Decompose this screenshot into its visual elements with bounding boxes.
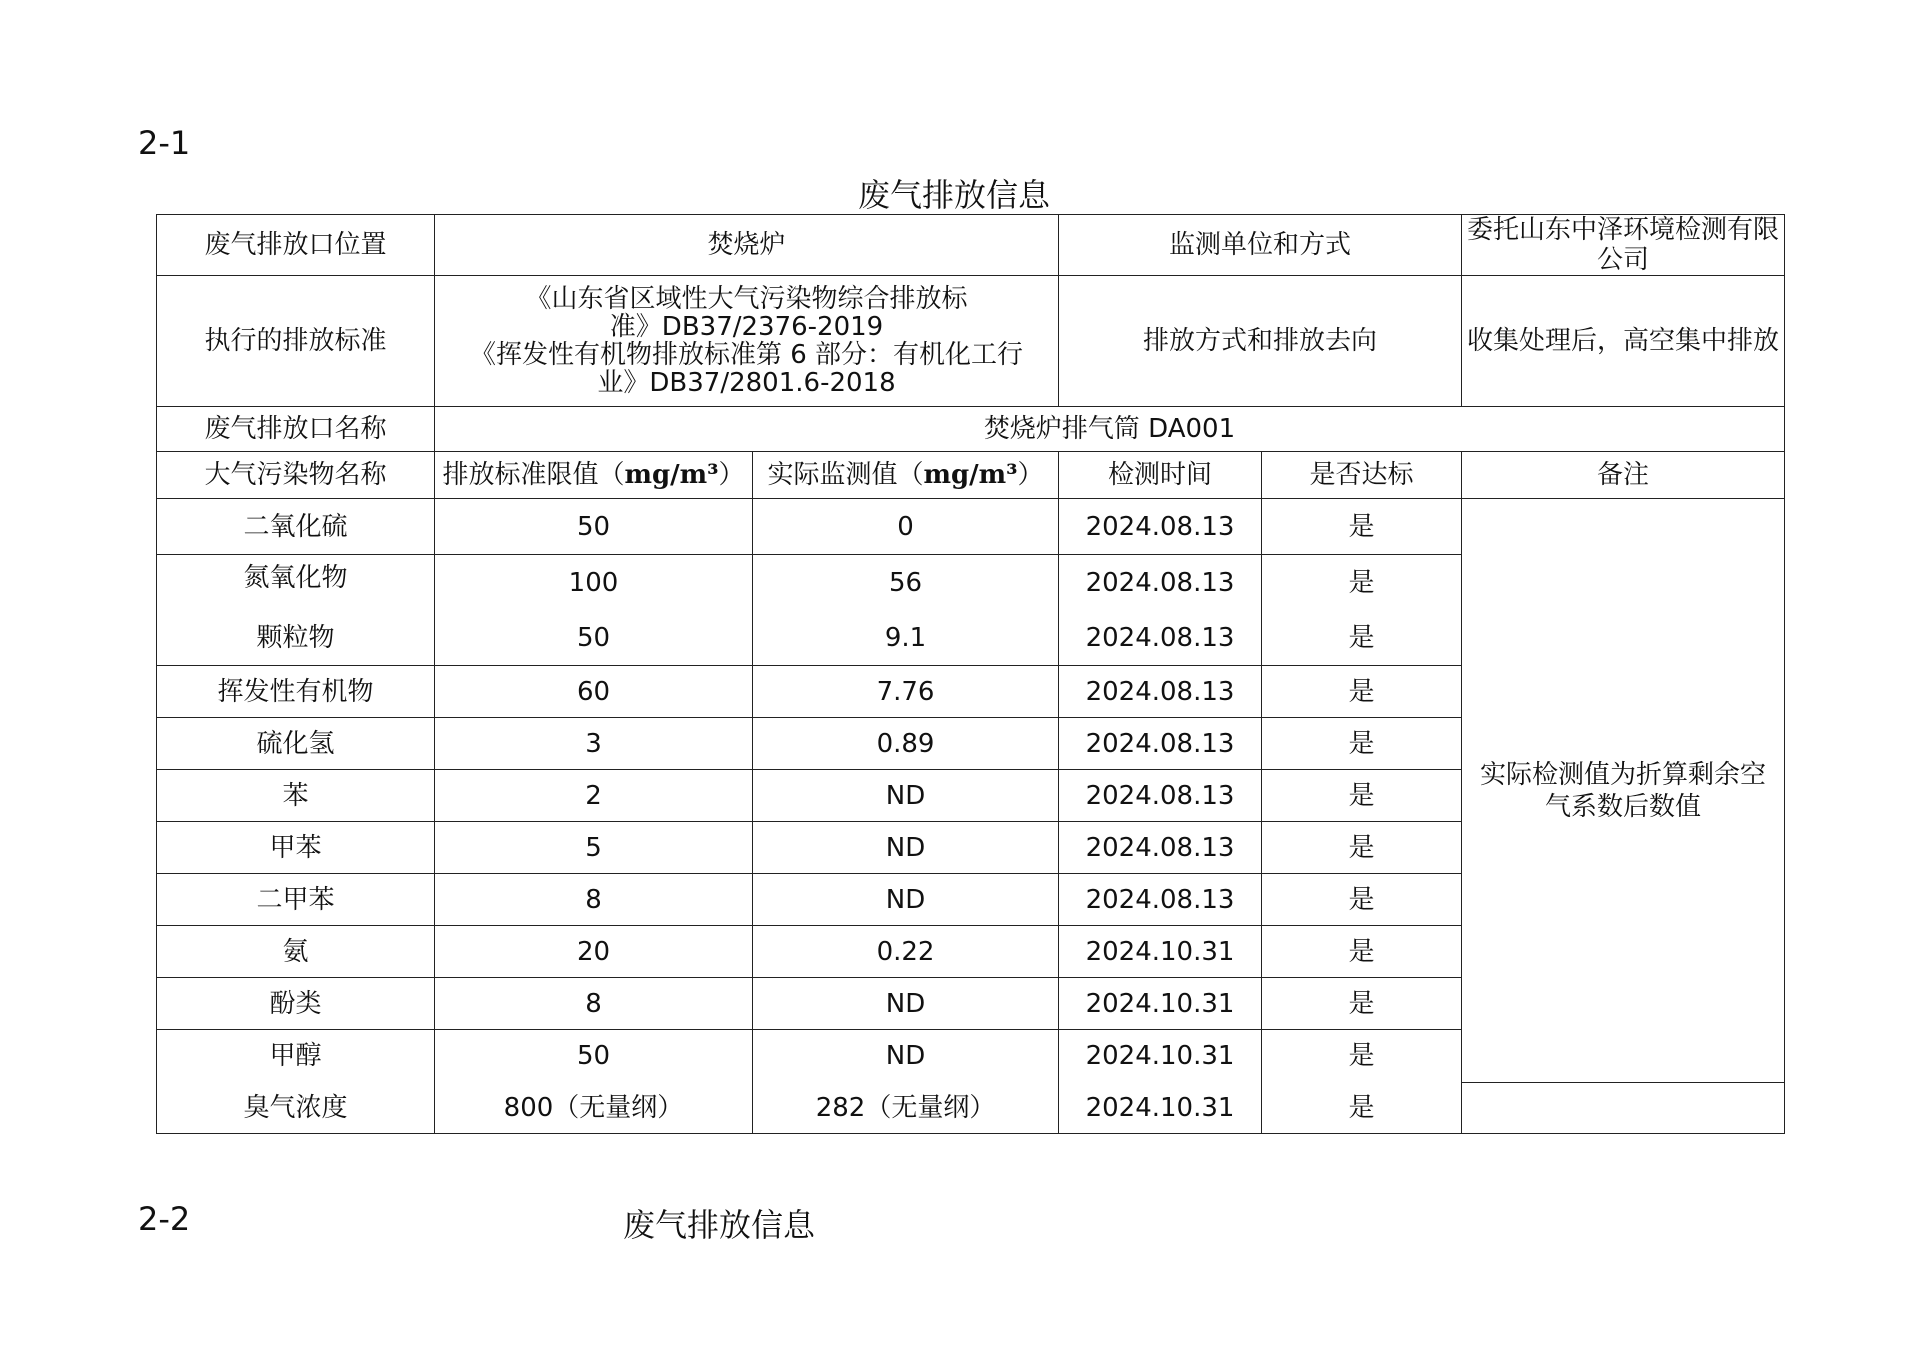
test-date: 2024.08.13	[1059, 666, 1262, 718]
limit-value: 2	[435, 770, 753, 822]
outlet-name-value: 焚烧炉排气筒 DA001	[435, 407, 1785, 452]
pollutant-name: 甲醇	[157, 1030, 435, 1083]
remark-empty	[1462, 1083, 1785, 1134]
measured-value: ND	[753, 822, 1059, 874]
emission-table	[156, 214, 1785, 1134]
section-title: 废气排放信息	[623, 1206, 816, 1244]
measured-value: ND	[753, 874, 1059, 926]
test-date: 2024.08.13	[1059, 612, 1262, 666]
info-row-standard	[157, 276, 1785, 407]
limit-value: 50	[435, 499, 753, 555]
limit-value: 60	[435, 666, 753, 718]
limit-value: 50	[435, 612, 753, 666]
pollutant-name: 氨	[157, 926, 435, 978]
test-date: 2024.10.31	[1059, 1083, 1262, 1134]
pollutant-name: 颗粒物	[157, 612, 435, 666]
compliance: 是	[1262, 978, 1462, 1030]
standard-line: 业》DB37/2801.6-2018	[597, 368, 896, 398]
test-date: 2024.10.31	[1059, 926, 1262, 978]
limit-value: 50	[435, 1030, 753, 1083]
pollutant-name: 酚类	[157, 978, 435, 1030]
measured-value: 56	[753, 555, 1059, 612]
header-limit-suffix: ）	[718, 460, 745, 490]
header-limit-unit: mg/m³	[624, 460, 719, 490]
measured-value: 7.76	[753, 666, 1059, 718]
header-pollutant: 大气污染物名称	[157, 452, 435, 499]
limit-value: 3	[435, 718, 753, 770]
measured-value: 0.22	[753, 926, 1059, 978]
limit-value: 8	[435, 874, 753, 926]
compliance: 是	[1262, 822, 1462, 874]
limit-value: 800（无量纲）	[435, 1083, 753, 1134]
standard-line: 准》DB37/2376-2019	[609, 312, 884, 342]
measured-value: 282（无量纲）	[753, 1083, 1059, 1134]
measured-value: 9.1	[753, 612, 1059, 666]
compliance: 是	[1262, 612, 1462, 666]
compliance: 是	[1262, 926, 1462, 978]
standard-line: 《山东省区域性大气污染物综合排放标	[525, 284, 968, 314]
remark-line: 气系数后数值	[1545, 791, 1702, 822]
compliance: 是	[1262, 718, 1462, 770]
header-limit-prefix: 排放标准限值（	[442, 460, 625, 490]
compliance: 是	[1262, 666, 1462, 718]
remark-line: 实际检测值为折算剩余空	[1480, 759, 1767, 790]
header-remark: 备注	[1462, 452, 1785, 499]
pollutant-name: 臭气浓度	[157, 1083, 435, 1134]
header-measured	[753, 452, 1059, 499]
limit-value: 8	[435, 978, 753, 1030]
measured-value: ND	[753, 1030, 1059, 1083]
outlet-name-label: 废气排放口名称	[157, 407, 435, 452]
compliance: 是	[1262, 770, 1462, 822]
measured-value: 0.89	[753, 718, 1059, 770]
standard-value	[435, 276, 1059, 407]
pollutant-name: 二氧化硫	[157, 499, 435, 555]
compliance: 是	[1262, 1083, 1462, 1134]
test-date: 2024.08.13	[1059, 770, 1262, 822]
limit-value: 20	[435, 926, 753, 978]
test-date: 2024.08.13	[1059, 874, 1262, 926]
info-row-location	[157, 215, 1785, 276]
pollutant-name: 氮氧化物	[157, 555, 435, 612]
header-date: 检测时间	[1059, 452, 1262, 499]
discharge-label: 排放方式和排放去向	[1059, 276, 1462, 407]
header-measured-unit: mg/m³	[923, 460, 1018, 490]
compliance: 是	[1262, 555, 1462, 612]
pollutant-name: 挥发性有机物	[157, 666, 435, 718]
compliance: 是	[1262, 1030, 1462, 1083]
section-number: 2-1	[138, 124, 191, 162]
info-row-outlet-name	[157, 407, 1785, 452]
compliance: 是	[1262, 499, 1462, 555]
monitoring-value: 委托山东中泽环境检测有限公司	[1462, 215, 1785, 276]
pollutant-name: 硫化氢	[157, 718, 435, 770]
header-measured-prefix: 实际监测值（	[767, 460, 924, 490]
test-date: 2024.08.13	[1059, 718, 1262, 770]
limit-value: 5	[435, 822, 753, 874]
table-row	[157, 499, 1785, 555]
test-date: 2024.10.31	[1059, 1030, 1262, 1083]
monitoring-label: 监测单位和方式	[1059, 215, 1462, 276]
test-date: 2024.10.31	[1059, 978, 1262, 1030]
header-limit	[435, 452, 753, 499]
outlet-location-label: 废气排放口位置	[157, 215, 435, 276]
pollutant-name: 甲苯	[157, 822, 435, 874]
header-measured-suffix: ）	[1017, 460, 1044, 490]
pollutant-name: 苯	[157, 770, 435, 822]
remark-note	[1462, 499, 1785, 1083]
test-date: 2024.08.13	[1059, 499, 1262, 555]
table-row	[157, 1083, 1785, 1134]
section-number: 2-2	[138, 1200, 191, 1238]
header-row	[157, 452, 1785, 499]
compliance: 是	[1262, 874, 1462, 926]
header-compliant: 是否达标	[1262, 452, 1462, 499]
pollutant-name: 二甲苯	[157, 874, 435, 926]
test-date: 2024.08.13	[1059, 555, 1262, 612]
outlet-location-value: 焚烧炉	[435, 215, 1059, 276]
limit-value: 100	[435, 555, 753, 612]
standard-line: 《挥发性有机物排放标准第 6 部分：有机化工行	[469, 340, 1024, 370]
discharge-value: 收集处理后，高空集中排放	[1462, 276, 1785, 407]
measured-value: ND	[753, 770, 1059, 822]
measured-value: ND	[753, 978, 1059, 1030]
measured-value: 0	[753, 499, 1059, 555]
test-date: 2024.08.13	[1059, 822, 1262, 874]
section-title: 废气排放信息	[858, 176, 1051, 214]
standard-label: 执行的排放标准	[157, 276, 435, 407]
